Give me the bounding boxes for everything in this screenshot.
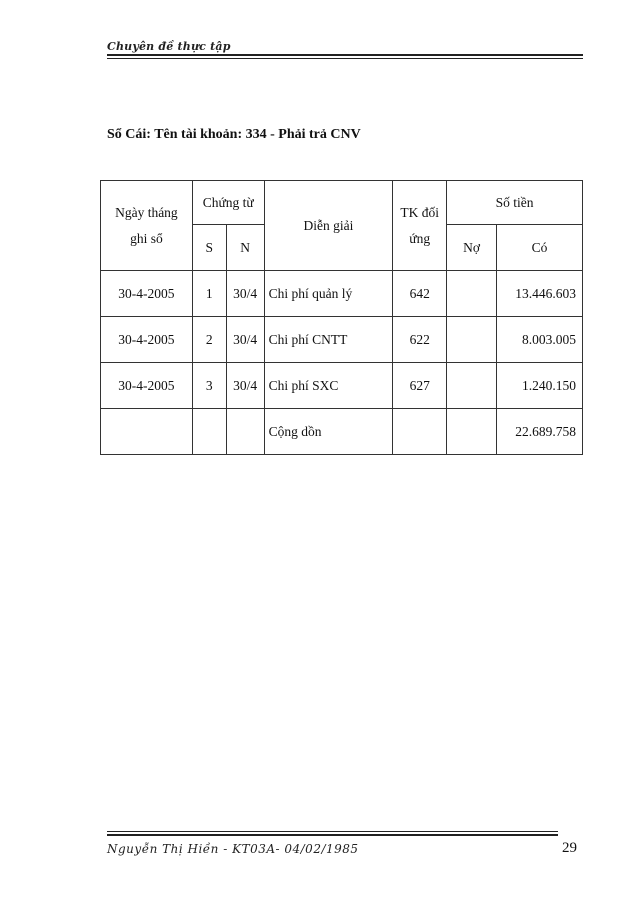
table-total-row bbox=[101, 409, 583, 455]
header-description: Diễn giải bbox=[264, 181, 393, 271]
cell-s: 2 bbox=[192, 317, 226, 363]
header-account-line1: TK đối bbox=[400, 204, 440, 220]
cell-description: Chi phí CNTT bbox=[264, 317, 393, 363]
cell-date: 30-4-2005 bbox=[101, 363, 193, 409]
header-rule bbox=[107, 54, 583, 56]
footer-rule-thin bbox=[107, 831, 558, 832]
cell-account: 642 bbox=[393, 271, 447, 317]
cell-s: 3 bbox=[192, 363, 226, 409]
header-rule-thin bbox=[107, 58, 583, 59]
header-credit: Có bbox=[497, 225, 583, 271]
header-amount: Số tiền bbox=[447, 181, 583, 225]
total-credit: 22.689.758 bbox=[497, 409, 583, 455]
cell-s: 1 bbox=[192, 271, 226, 317]
footer-rule bbox=[107, 834, 558, 836]
cell-credit: 8.003.005 bbox=[497, 317, 583, 363]
cell-debit bbox=[447, 363, 497, 409]
cell-n: 30/4 bbox=[226, 317, 264, 363]
cell-credit: 13.446.603 bbox=[497, 271, 583, 317]
cell-empty bbox=[447, 409, 497, 455]
header-voucher: Chứng từ bbox=[192, 181, 264, 225]
header-date bbox=[101, 181, 193, 271]
ledger-title: Sổ Cái: Tên tài khoản: 334 - Phải trả CNV bbox=[107, 127, 361, 142]
header-account bbox=[393, 181, 447, 271]
header-date-line1: Ngày tháng bbox=[115, 204, 178, 220]
cell-n: 30/4 bbox=[226, 271, 264, 317]
ledger-table bbox=[100, 180, 583, 455]
total-label: Cộng dồn bbox=[264, 409, 393, 455]
table-header-row-1 bbox=[101, 181, 583, 225]
running-header: Chuyên đề thực tập bbox=[107, 40, 231, 53]
cell-empty bbox=[101, 409, 193, 455]
cell-debit bbox=[447, 271, 497, 317]
header-voucher-s: S bbox=[192, 225, 226, 271]
cell-description: Chi phí quản lý bbox=[264, 271, 393, 317]
cell-description: Chi phí SXC bbox=[264, 363, 393, 409]
cell-empty bbox=[226, 409, 264, 455]
header-date-line2: ghi sổ bbox=[130, 230, 163, 246]
table-row bbox=[101, 363, 583, 409]
cell-date: 30-4-2005 bbox=[101, 271, 193, 317]
page-number: 29 bbox=[562, 840, 577, 856]
cell-debit bbox=[447, 317, 497, 363]
header-debit: Nợ bbox=[447, 225, 497, 271]
header-voucher-n: N bbox=[226, 225, 264, 271]
running-footer: Nguyễn Thị Hiền - KT03A- 04/02/1985 bbox=[107, 842, 359, 856]
cell-account: 622 bbox=[393, 317, 447, 363]
cell-n: 30/4 bbox=[226, 363, 264, 409]
cell-credit: 1.240.150 bbox=[497, 363, 583, 409]
cell-date: 30-4-2005 bbox=[101, 317, 193, 363]
cell-empty bbox=[192, 409, 226, 455]
cell-empty bbox=[393, 409, 447, 455]
table-row bbox=[101, 317, 583, 363]
table-row bbox=[101, 271, 583, 317]
cell-account: 627 bbox=[393, 363, 447, 409]
header-account-line2: ứng bbox=[409, 230, 431, 246]
